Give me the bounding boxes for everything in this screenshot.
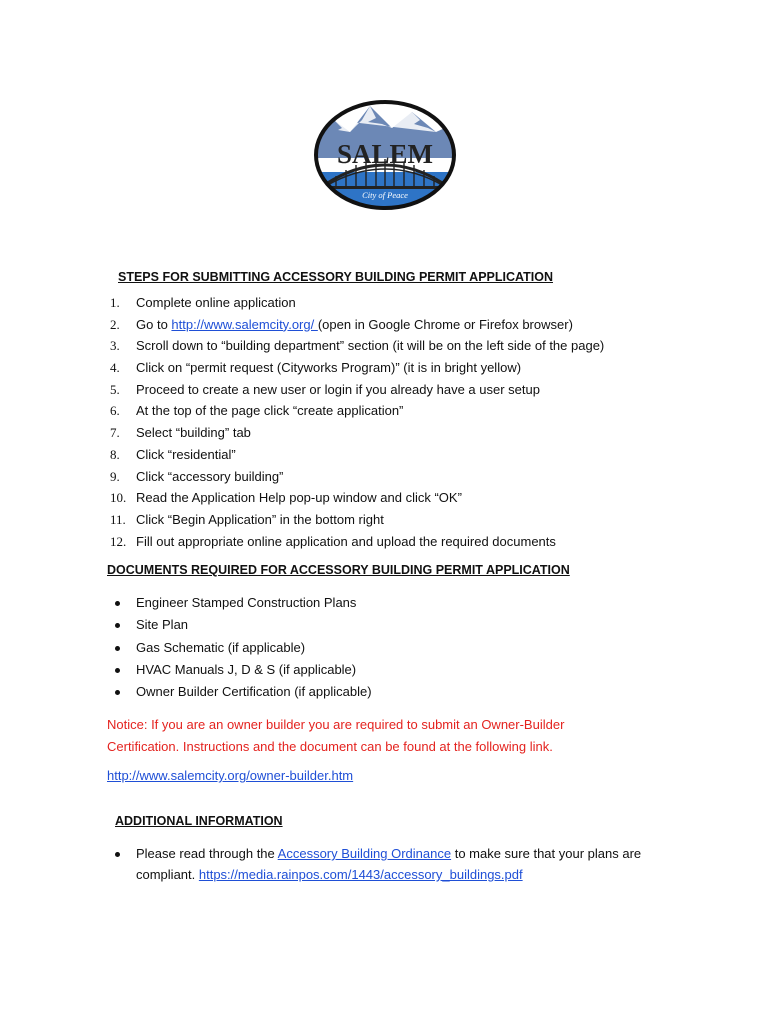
step-number: 3. (110, 338, 120, 354)
list-item (110, 466, 604, 488)
list-item (110, 314, 604, 336)
list-item (110, 422, 604, 444)
step-number: 5. (110, 381, 120, 397)
bullet-icon (115, 668, 120, 673)
bullet-icon (115, 852, 120, 857)
document-label: Engineer Stamped Construction Plans (136, 595, 357, 610)
step-text: Select “building” tab (136, 425, 251, 441)
additional-text-prefix: Please read through the (136, 846, 278, 861)
list-item (112, 681, 372, 703)
document-label: Site Plan (136, 617, 189, 633)
step-number: 8. (110, 446, 120, 462)
list-item (112, 659, 372, 681)
additional-heading: ADDITIONAL INFORMATION (115, 814, 283, 828)
bullet-icon (115, 646, 120, 651)
owner-builder-link-line (107, 768, 353, 783)
list-item (110, 509, 604, 531)
step-number: 11. (110, 511, 126, 527)
document-label: HVAC Manuals J, D & S (if applicable) (136, 661, 357, 677)
steps-list (110, 292, 604, 552)
additional-list (112, 843, 666, 885)
accessory-ordinance-link[interactable]: Accessory Building Ordinance (277, 846, 452, 861)
list-item (110, 357, 604, 379)
step-number: 2. (110, 316, 120, 332)
list-item (112, 614, 372, 636)
salem-city-logo (312, 98, 458, 212)
step-number: 10. (110, 490, 127, 506)
step-number: 1. (110, 295, 120, 310)
step-text: Scroll down to “building department” section (it will be on the left side of the page) (136, 338, 605, 354)
list-item (110, 400, 604, 422)
step-number: 7. (110, 425, 120, 441)
document-label: Gas Schematic (if applicable) (136, 639, 306, 655)
list-item (110, 379, 604, 401)
bullet-icon (115, 601, 120, 606)
step-text: Read the Application Help pop-up window and click “OK” (136, 490, 462, 506)
list-item (112, 637, 372, 659)
step-text: Proceed to create a new user or login if you already have a user setup (136, 381, 540, 397)
step-text: Click “residential” (136, 446, 236, 462)
step-text: Click on “permit request (Cityworks Program)” (it is in bright yellow) (136, 360, 522, 376)
step-text: Click “Begin Application” in the bottom right (136, 511, 384, 527)
step-number: 6. (110, 403, 120, 419)
logo-wordmark: SALEM (336, 139, 434, 169)
owner-builder-notice: Notice: If you are an owner builder you are required to submit an Owner-Builder Certification. Instructions and the document can be found at the following link. (107, 717, 565, 754)
step-number: 9. (110, 468, 120, 484)
list-item (110, 335, 604, 357)
step-text: Complete online application (136, 295, 296, 310)
owner-builder-link[interactable]: http://www.salemcity.org/owner-builder.htm (107, 768, 354, 783)
document-label: Owner Builder Certification (if applicable) (136, 684, 372, 700)
documents-list (112, 592, 372, 703)
list-item (110, 531, 604, 553)
accessory-buildings-pdf-link[interactable]: https://media.rainpos.com/1443/accessory_buildings.pdf (198, 867, 523, 882)
additional-text-middle: to make sure that your plans are compliant. (136, 846, 642, 882)
step-number: 12. (110, 533, 127, 549)
list-item (112, 843, 666, 885)
logo-tagline: City of Peace (362, 190, 408, 200)
step-text: At the top of the page click “create application” (136, 403, 404, 419)
steps-heading: STEPS FOR SUBMITTING ACCESSORY BUILDING PERMIT APPLICATION (118, 270, 553, 284)
documents-heading: DOCUMENTS REQUIRED FOR ACCESSORY BUILDING PERMIT APPLICATION (107, 563, 570, 577)
step-text: Fill out appropriate online application and upload the required documents (136, 533, 556, 549)
list-item (112, 592, 372, 614)
salemcity-link[interactable]: http://www.salemcity.org/ (171, 316, 318, 332)
list-item (110, 292, 604, 314)
step-text-suffix: (open in Google Chrome or Firefox browser) (317, 316, 573, 332)
bullet-icon (115, 690, 120, 695)
step-text: Click “accessory building” (136, 468, 284, 484)
step-number: 4. (110, 360, 120, 376)
list-item (110, 444, 604, 466)
bullet-icon (115, 623, 120, 628)
step-text-prefix: Go to (136, 316, 172, 332)
list-item (110, 487, 604, 509)
